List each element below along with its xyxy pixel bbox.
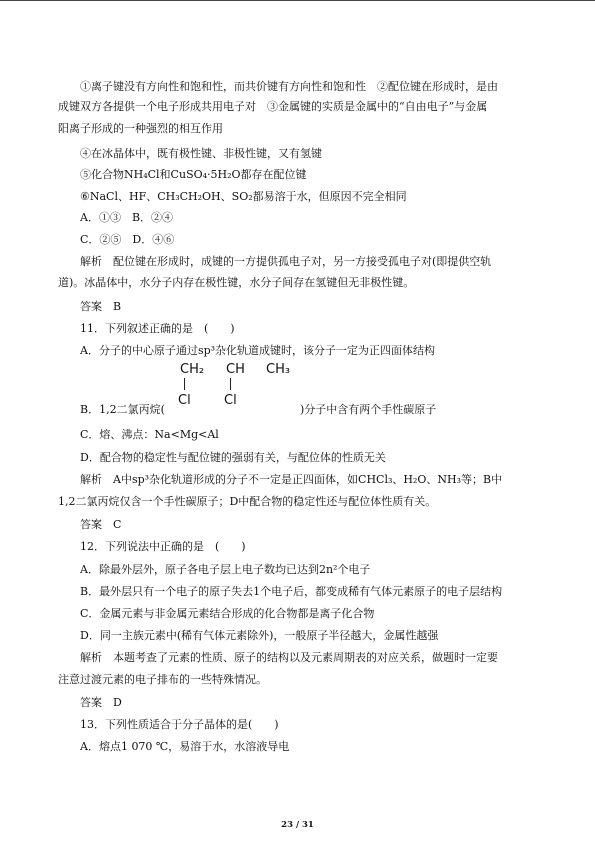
line-6: ⑥NaCl、HF、CH₃CH₂OH、SO₂都易溶于水，但原因不完全相同: [80, 190, 407, 203]
bond-line: [230, 378, 231, 390]
formula-cl-2: Cl: [224, 393, 237, 408]
explanation-line-1: 解析 配位键在形成时，成键的一方提供孤电子对，另一方接受孤电子对(即提供空轨: [80, 255, 492, 268]
q12-explanation-2: 注意过渡元素的电子排布的一些特殊情况。: [58, 673, 267, 686]
q11-option-b-start: B．1,2二氯丙烷(: [80, 403, 165, 416]
line-3: 阳离子形成的一种强烈的相互作用: [58, 122, 223, 135]
answer-line: 答案 B: [80, 300, 122, 313]
q12-option-a: A．除最外层外，原子各电子层上电子数均已达到2n²个电子: [80, 563, 371, 576]
q12-answer: 答案 D: [80, 696, 122, 709]
question-13: 13．下列性质适合于分子晶体的是( ): [80, 718, 279, 731]
q12-option-c: C．金属元素与非金属元素结合形成的化合物都是离子化合物: [80, 607, 375, 620]
q12-option-d: D．同一主族元素中(稀有气体元素除外)，一般原子半径越大，金属性越强: [80, 629, 439, 642]
question-12: 12．下列说法中正确的是 ( ): [80, 540, 246, 553]
line-1: ①离子键没有方向性和饱和性，而共价键有方向性和饱和性 ②配位键在形成时，是由: [80, 80, 498, 93]
formula-ch: CH: [226, 362, 245, 377]
q11-explanation-1: 解析 A中sp³杂化轨道形成的分子不一定是正四面体，如CHCl₃、H₂O、NH₃等；B中: [80, 473, 503, 486]
formula-ch2: CH₂: [180, 362, 205, 377]
q11-explanation-2: 1,2二氯丙烷仅含一个手性碳原子；D中配合物的稳定性还与配位体性质有关。: [58, 495, 437, 508]
line-2: 成键双方各提供一个电子形成共用电子对 ③金属键的实质是金属中的“自由电子”与金属: [58, 100, 488, 113]
formula-ch3: CH₃: [266, 362, 291, 377]
q11-answer: 答案 C: [80, 518, 122, 531]
q11-option-d: D．配合物的稳定性与配位键的强弱有关，与配位体的性质无关: [80, 451, 386, 464]
question-11: 11．下列叙述正确的是 ( ): [80, 322, 235, 335]
line-4: ④在冰晶体中，既有极性键、非极性键，又有氢键: [80, 147, 322, 160]
line-5: ⑤化合物NH₄Cl和CuSO₄·5H₂O都存在配位键: [80, 168, 307, 181]
q12-option-b: B．最外层只有一个电子的原子失去1个电子后，都变成稀有气体元素原子的电子层结构: [80, 585, 503, 598]
formula-cl-1: Cl: [178, 393, 191, 408]
q11-option-c: C．熔、沸点：Na<Mg<Al: [80, 428, 219, 441]
q11-option-a: A．分子的中心原子通过sp³杂化轨道成键时，该分子一定为正四面体结构: [80, 344, 436, 357]
q12-explanation-1: 解析 本题考查了元素的性质、原子的结构以及元素周期表的对应关系，做题时一定要: [80, 651, 498, 664]
top-rule: [0, 0, 595, 1]
option-line-ab: A．①③ B．②④: [80, 211, 174, 224]
q11-option-b-end: )分子中含有两个手性碳原子: [300, 403, 437, 416]
bond-line: [184, 378, 185, 390]
page-number: 23 / 31: [281, 820, 314, 830]
q13-option-a: A．熔点1 070 ℃，易溶于水，水溶液导电: [80, 740, 290, 753]
option-line-cd: C．②⑤ D．④⑥: [80, 233, 175, 246]
explanation-line-2: 道)。冰晶体中，水分子内存在极性键，水分子间存在氢键但无非极性键。: [58, 276, 415, 289]
